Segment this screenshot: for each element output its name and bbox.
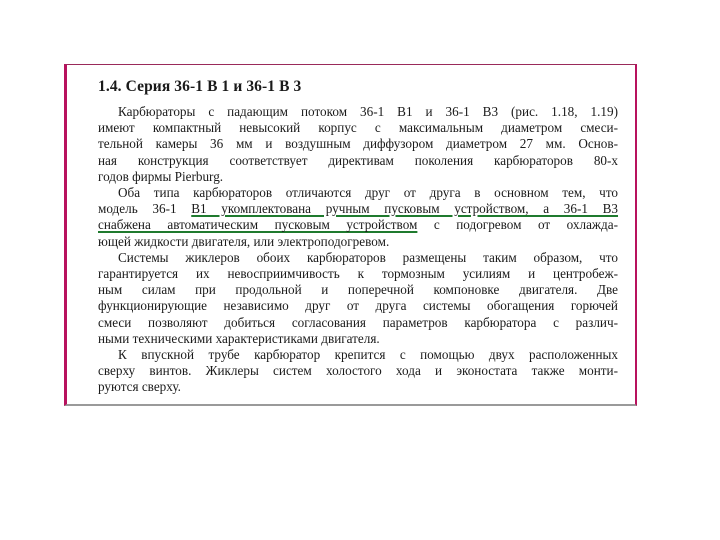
- text-segment: модель 36-1: [98, 201, 192, 217]
- text-line: гарантируется их невосприимчивость к тормозным усилиям и центробеж-: [98, 266, 618, 282]
- text-line: имеют компактный невысокий корпус с максимальным диаметром смеси-: [98, 120, 618, 136]
- text-line: смеси позволяют добиться согласования параметров карбюратора с различ-: [98, 314, 618, 330]
- document-frame: [64, 64, 637, 406]
- document-page: [98, 77, 618, 396]
- text-line: ным силам при продольной и поперечной компоновке двигателя. Две: [98, 282, 618, 298]
- underlined-text: В1 укомплектована ручным пусковым устройством, а 36-1 В3: [191, 201, 619, 217]
- text-line: руются сверху.: [98, 379, 181, 395]
- text-line: Карбюраторы с падающим потоком 36-1 В1 и 36-1 В3 (рис. 1.18, 1.19): [118, 104, 618, 119]
- paragraph-4: [98, 347, 618, 396]
- section-heading: 1.4. Серия 36-1 В 1 и 36-1 В 3: [98, 78, 302, 95]
- text-segment: с подогревом от охлажда-: [417, 217, 618, 233]
- text-line: тельной камеры 36 мм и воздушным диффузором диаметром 27 мм. Основ-: [98, 136, 618, 152]
- text-line: Оба типа карбюраторов отличаются друг от друга в основном тем, что: [118, 185, 618, 201]
- text-line: Системы жиклеров обоих карбюраторов размещены таким образом, что: [118, 249, 618, 265]
- paragraph-2: [98, 185, 618, 250]
- text-line: К впускной трубе карбюратор крепится с помощью двух расположенных: [118, 347, 618, 363]
- text-line: ная конструкция соответствует директивам поколения карбюраторов 80-х: [98, 152, 618, 168]
- text-line: годов фирмы Pierburg.: [98, 168, 224, 184]
- text-line: [98, 201, 618, 217]
- underlined-text: снабжена автоматическим пусковым устройством: [98, 217, 418, 233]
- paragraph-1: [98, 104, 618, 185]
- text-line: [98, 217, 618, 233]
- paragraph-3: [98, 250, 618, 347]
- text-line: ными техническими характеристиками двигателя.: [98, 330, 380, 346]
- text-line: сверху винтов. Жиклеры систем холостого хода и эконостата также монти-: [98, 363, 618, 379]
- text-line: функционирующие независимо друг от друга системы обогащения горючей: [98, 298, 618, 314]
- text-line: ющей жидкости двигателя, или электроподогревом.: [98, 233, 390, 249]
